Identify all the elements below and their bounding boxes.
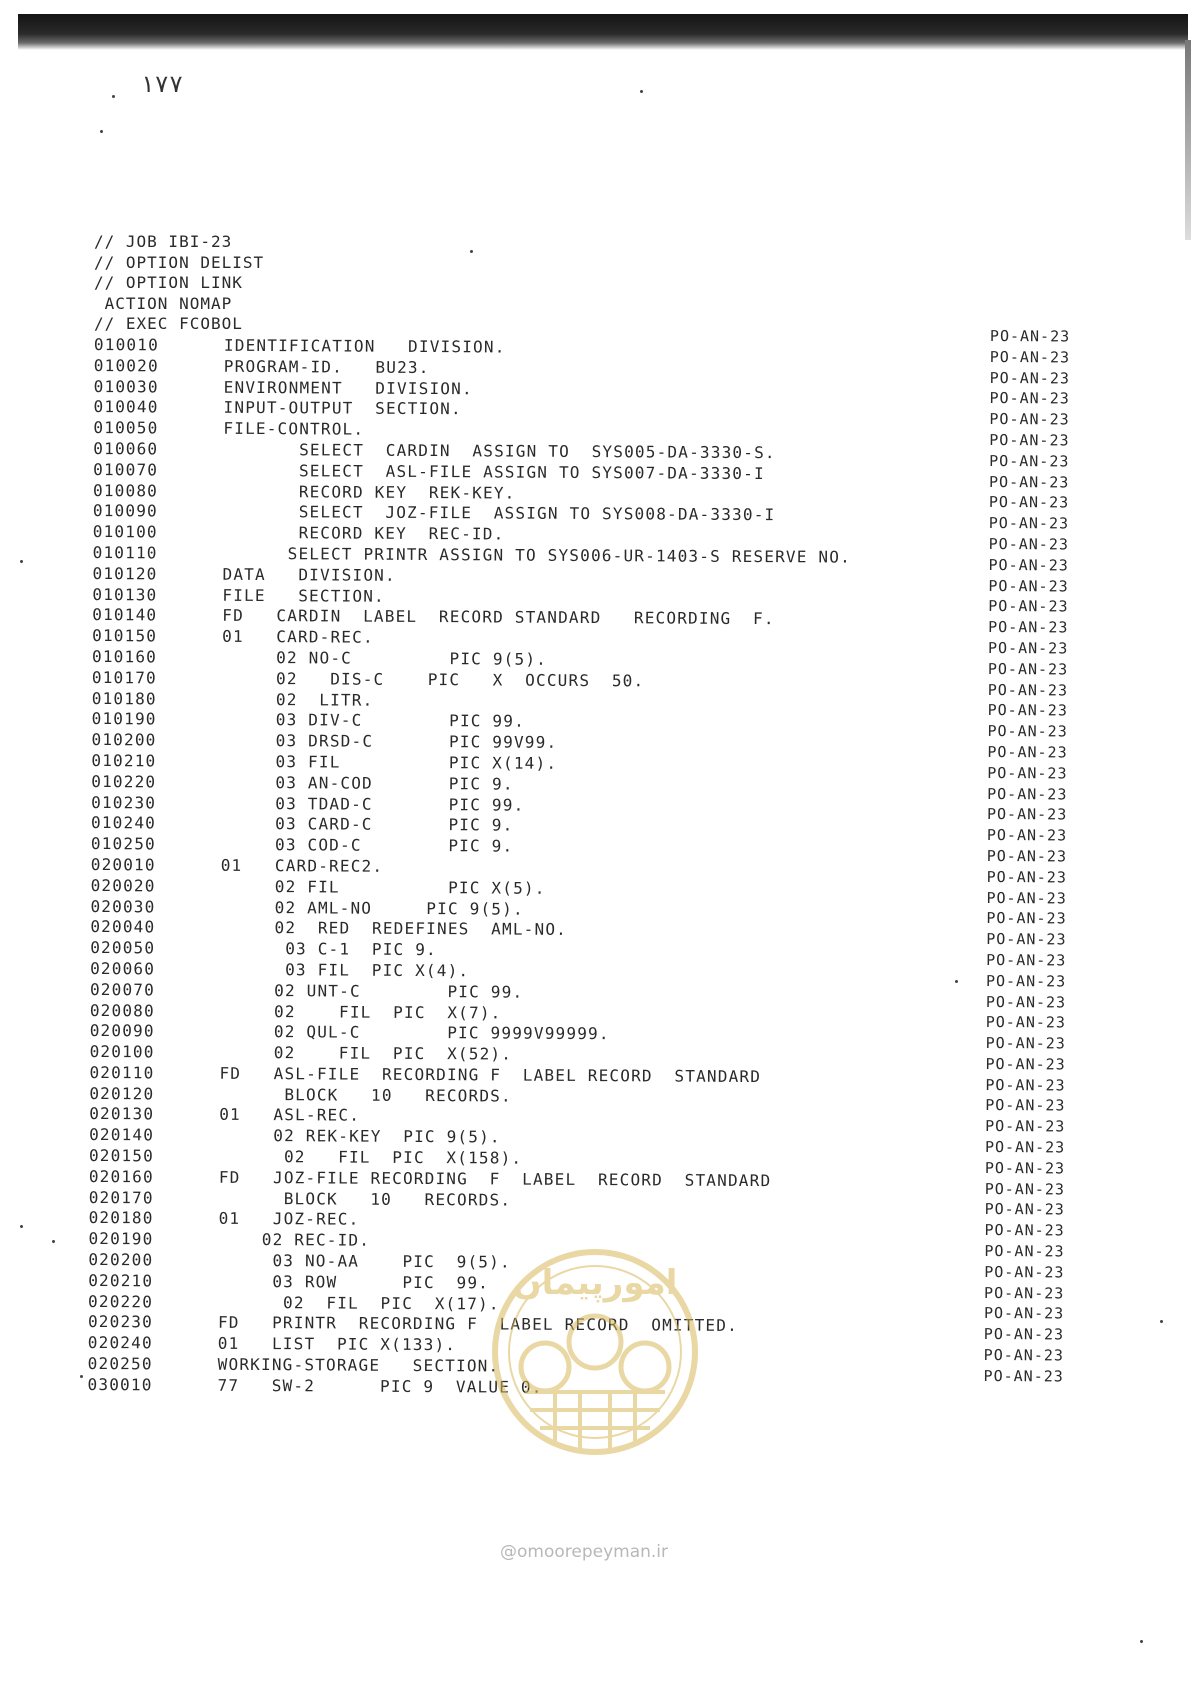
program-id-mark: PO-AN-23 bbox=[986, 930, 1067, 949]
code-text: SELECT CARDIN ASSIGN TO SYS005-DA-3330-S. bbox=[223, 439, 776, 463]
code-text: RECORD KEY REC-ID. bbox=[222, 522, 505, 544]
program-id-mark: PO-AN-23 bbox=[983, 1325, 1065, 1344]
code-text: IDENTIFICATION DIVISION. bbox=[223, 335, 506, 357]
program-id-mark: PO-AN-23 bbox=[985, 1013, 1067, 1032]
program-id-mark: PO-AN-23 bbox=[987, 763, 1068, 783]
sequence-number: 020060 bbox=[90, 958, 156, 979]
program-id-mark: PO-AN-23 bbox=[986, 867, 1067, 887]
program-id-mark: PO-AN-23 bbox=[988, 618, 1069, 637]
code-text: SELECT JOZ-FILE ASSIGN TO SYS008-DA-3330-I bbox=[222, 502, 776, 525]
code-text: 02 FIL PIC X(52). bbox=[219, 1042, 513, 1064]
code-text: 02 DIS-C PIC X OCCURS 50. bbox=[221, 668, 645, 691]
code-text: 03 DIV-C PIC 99. bbox=[221, 710, 526, 731]
code-text: 02 REC-ID. bbox=[218, 1230, 371, 1250]
sequence-number: 010150 bbox=[92, 626, 158, 646]
sequence-number: 010060 bbox=[93, 438, 159, 459]
program-id-mark: PO-AN-23 bbox=[988, 534, 1069, 554]
sequence-number: 010250 bbox=[90, 834, 156, 854]
program-id-mark: PO-AN-23 bbox=[984, 1262, 1065, 1282]
sequence-number: 020180 bbox=[88, 1208, 154, 1228]
scan-speck bbox=[20, 1225, 23, 1228]
code-text: 03 ROW PIC 99. bbox=[218, 1271, 490, 1293]
sequence-number: 010120 bbox=[92, 563, 158, 584]
code-text: 02 UNT-C PIC 99. bbox=[219, 980, 524, 1002]
jcl-block bbox=[94, 232, 264, 335]
jcl-line: // OPTION DELIST bbox=[94, 252, 265, 272]
sequence-number: 020110 bbox=[89, 1062, 155, 1083]
code-text: 01 LIST PIC X(133). bbox=[217, 1334, 457, 1355]
sequence-number: 010130 bbox=[92, 584, 158, 604]
program-id-mark: PO-AN-23 bbox=[989, 430, 1070, 450]
code-text: 01 CARD-REC. bbox=[222, 626, 374, 647]
program-id-mark: PO-AN-23 bbox=[986, 950, 1067, 970]
code-text: 03 FIL PIC X(14). bbox=[221, 751, 558, 773]
program-id-mark: PO-AN-23 bbox=[984, 1242, 1065, 1261]
program-id-mark: PO-AN-23 bbox=[989, 410, 1070, 429]
program-id-mark: PO-AN-23 bbox=[984, 1283, 1065, 1303]
program-id-mark: PO-AN-23 bbox=[988, 597, 1069, 616]
program-id-mark: PO-AN-23 bbox=[987, 722, 1068, 741]
sequence-number: 020140 bbox=[89, 1125, 155, 1145]
code-text: FD ASL-FILE RECORDING F LABEL RECORD STANDARD bbox=[219, 1063, 762, 1086]
sequence-number: 020230 bbox=[87, 1312, 154, 1332]
watermark-site: @omoorepeyman.ir bbox=[500, 1542, 669, 1562]
program-id-mark: PO-AN-23 bbox=[985, 1096, 1066, 1115]
code-text: 02 AML-NO PIC 9(5). bbox=[220, 897, 524, 919]
sequence-number: 010030 bbox=[93, 376, 159, 396]
program-id-mark: PO-AN-23 bbox=[989, 368, 1070, 388]
sequence-number: 020050 bbox=[90, 938, 156, 958]
sequence-number: 010090 bbox=[92, 501, 158, 521]
sequence-number: 010110 bbox=[92, 542, 158, 563]
code-text: ENVIRONMENT DIVISION. bbox=[223, 377, 473, 398]
program-id-mark: PO-AN-23 bbox=[984, 1200, 1065, 1219]
sequence-number: 010100 bbox=[92, 522, 158, 542]
code-text: 03 AN-COD PIC 9. bbox=[221, 772, 514, 794]
sequence-number: 010170 bbox=[91, 667, 157, 688]
scan-speck bbox=[640, 90, 643, 93]
program-id-mark: PO-AN-23 bbox=[984, 1221, 1065, 1240]
code-text: WORKING-STORAGE SECTION. bbox=[217, 1354, 500, 1376]
sequence-number: 010040 bbox=[93, 397, 159, 417]
program-id-mark: PO-AN-23 bbox=[983, 1366, 1064, 1386]
scan-speck bbox=[1160, 1320, 1163, 1323]
scan-speck bbox=[20, 560, 23, 563]
code-text: 02 NO-C PIC 9(5). bbox=[221, 647, 548, 669]
page-number: ۱۷۷ bbox=[140, 70, 184, 98]
scan-speck bbox=[1140, 1640, 1143, 1643]
sequence-number: 010200 bbox=[91, 730, 157, 750]
program-id-mark: PO-AN-23 bbox=[988, 514, 1070, 533]
scan-speck bbox=[52, 1240, 55, 1243]
code-text: DATA DIVISION. bbox=[222, 564, 396, 585]
scan-speck bbox=[112, 95, 115, 98]
sequence-number: 020220 bbox=[88, 1291, 154, 1312]
code-text: 01 CARD-REC2. bbox=[220, 855, 384, 876]
program-id-mark: PO-AN-23 bbox=[989, 451, 1070, 471]
program-id-mark: PO-AN-23 bbox=[987, 659, 1069, 679]
program-id-mark: PO-AN-23 bbox=[985, 992, 1067, 1011]
sequence-number: 020020 bbox=[90, 875, 156, 896]
program-id-mark: PO-AN-23 bbox=[989, 347, 1071, 367]
code-text: 02 FIL PIC X(158). bbox=[218, 1146, 523, 1168]
sequence-number: 020240 bbox=[87, 1333, 153, 1353]
sequence-number: 020080 bbox=[89, 1000, 155, 1020]
program-id-mark: PO-AN-23 bbox=[986, 805, 1068, 824]
program-id-mark: PO-AN-23 bbox=[983, 1304, 1065, 1323]
program-id-mark: PO-AN-23 bbox=[985, 1034, 1066, 1053]
code-text: 02 REK-KEY PIC 9(5). bbox=[219, 1126, 501, 1147]
sequence-number: 010220 bbox=[91, 771, 157, 792]
code-text: 02 FIL PIC X(17). bbox=[218, 1292, 500, 1314]
code-text: 01 JOZ-REC. bbox=[218, 1209, 360, 1230]
sequence-number: 010230 bbox=[91, 792, 157, 812]
sequence-number: 020150 bbox=[88, 1146, 155, 1166]
code-text: SELECT ASL-FILE ASSIGN TO SYS007-DA-3330-I bbox=[223, 460, 765, 483]
sequence-number: 010010 bbox=[93, 335, 159, 355]
sequence-number: 010080 bbox=[92, 480, 159, 500]
sequence-number: 010020 bbox=[93, 355, 159, 376]
program-id-mark: PO-AN-23 bbox=[983, 1346, 1065, 1365]
sequence-number: 020130 bbox=[89, 1104, 155, 1124]
code-text: 03 CARD-C PIC 9. bbox=[220, 814, 514, 835]
code-text: 02 FIL PIC X(5). bbox=[220, 876, 546, 898]
code-text: BLOCK 10 RECORDS. bbox=[218, 1188, 512, 1210]
program-id-column bbox=[984, 326, 1071, 1387]
sequence-number: 020190 bbox=[88, 1229, 154, 1249]
program-id-mark: PO-AN-23 bbox=[985, 1054, 1066, 1074]
scan-right-edge bbox=[1185, 40, 1191, 240]
sequence-number: 020200 bbox=[88, 1250, 154, 1270]
code-text: BLOCK 10 RECORDS. bbox=[219, 1084, 512, 1106]
code-text: SELECT PRINTR ASSIGN TO SYS006-UR-1403-S RESERVE NO. bbox=[222, 543, 852, 567]
sequence-number: 010240 bbox=[90, 813, 157, 833]
code-text: 03 TDAD-C PIC 99. bbox=[221, 793, 525, 815]
sequence-number: 010070 bbox=[93, 459, 159, 480]
sequence-number: 010180 bbox=[91, 688, 157, 708]
code-text: FD JOZ-FILE RECORDING F LABEL RECORD STANDARD bbox=[218, 1167, 772, 1191]
code-text: 77 SW-2 PIC 9 VALUE 0. bbox=[217, 1375, 543, 1397]
code-text: PROGRAM-ID. BU23. bbox=[223, 356, 430, 377]
code-text: FD PRINTR RECORDING F LABEL RECORD OMITTED. bbox=[217, 1313, 739, 1336]
sequence-number: 010160 bbox=[91, 646, 158, 667]
sequence-number: 010210 bbox=[91, 750, 157, 771]
program-id-mark: PO-AN-23 bbox=[988, 555, 1069, 575]
code-text: 02 FIL PIC X(7). bbox=[219, 1001, 502, 1023]
sequence-number: 020100 bbox=[89, 1042, 155, 1062]
program-id-mark: PO-AN-23 bbox=[988, 493, 1070, 512]
sequence-number: 020120 bbox=[89, 1083, 155, 1104]
program-id-mark: PO-AN-23 bbox=[987, 742, 1068, 762]
scan-speck bbox=[955, 980, 958, 983]
program-id-mark: PO-AN-23 bbox=[989, 326, 1071, 346]
sequence-number: 030010 bbox=[87, 1374, 153, 1395]
code-text: 02 RED REDEFINES AML-NO. bbox=[220, 918, 568, 940]
code-text: 03 COD-C PIC 9. bbox=[220, 834, 514, 856]
scan-speck bbox=[80, 1375, 83, 1378]
program-id-mark: PO-AN-23 bbox=[985, 1117, 1066, 1136]
sequence-number: 020250 bbox=[87, 1354, 153, 1374]
program-id-mark: PO-AN-23 bbox=[986, 909, 1067, 928]
code-text: 02 LITR. bbox=[221, 689, 374, 710]
program-id-mark: PO-AN-23 bbox=[986, 846, 1068, 866]
jcl-line: // EXEC FCOBOL bbox=[94, 314, 243, 334]
jcl-line: // OPTION LINK bbox=[94, 273, 243, 293]
sequence-number: 020040 bbox=[90, 917, 156, 937]
program-id-mark: PO-AN-23 bbox=[984, 1138, 1066, 1157]
code-text: 03 DRSD-C PIC 99V99. bbox=[221, 730, 558, 752]
code-text: INPUT-OUTPUT SECTION. bbox=[223, 398, 462, 419]
cobol-listing bbox=[88, 335, 914, 1401]
code-text: 02 QUL-C PIC 9999V99999. bbox=[219, 1022, 610, 1044]
scan-top-strip bbox=[18, 14, 1188, 50]
code-text: RECORD KEY REK-KEY. bbox=[222, 481, 516, 503]
sequence-number: 020010 bbox=[90, 854, 156, 875]
scan-speck bbox=[100, 130, 103, 133]
program-id-mark: PO-AN-23 bbox=[988, 576, 1069, 596]
jcl-line: // JOB IBI-23 bbox=[94, 232, 233, 251]
watermark-stamp bbox=[485, 1242, 705, 1462]
sequence-number: 020030 bbox=[90, 896, 156, 916]
sequence-number: 010050 bbox=[93, 418, 159, 438]
watermark-stamp-text: امورپیمان bbox=[512, 1263, 678, 1303]
sequence-number: 010190 bbox=[91, 709, 157, 729]
code-text: FILE-CONTROL. bbox=[223, 418, 365, 439]
program-id-mark: PO-AN-23 bbox=[987, 638, 1069, 658]
sequence-number: 020160 bbox=[88, 1166, 154, 1187]
program-id-mark: PO-AN-23 bbox=[988, 472, 1070, 492]
code-text: 03 NO-AA PIC 9(5). bbox=[218, 1250, 511, 1272]
program-id-mark: PO-AN-23 bbox=[984, 1179, 1066, 1199]
program-id-mark: PO-AN-23 bbox=[986, 826, 1068, 845]
code-text: 03 FIL PIC X(4). bbox=[220, 959, 470, 981]
sequence-number: 020090 bbox=[89, 1021, 155, 1041]
program-id-mark: PO-AN-23 bbox=[987, 680, 1069, 700]
program-id-mark: PO-AN-23 bbox=[984, 1158, 1066, 1178]
code-text: FILE SECTION. bbox=[222, 585, 385, 606]
code-text: 03 C-1 PIC 9. bbox=[220, 938, 437, 960]
program-id-mark: PO-AN-23 bbox=[989, 389, 1070, 408]
sequence-number: 020170 bbox=[88, 1187, 154, 1208]
sequence-number: 010140 bbox=[92, 605, 158, 625]
scan-speck bbox=[470, 250, 473, 253]
program-id-mark: PO-AN-23 bbox=[987, 784, 1068, 804]
program-id-mark: PO-AN-23 bbox=[985, 1075, 1066, 1095]
program-id-mark: PO-AN-23 bbox=[987, 701, 1068, 720]
code-text: 01 ASL-REC. bbox=[219, 1105, 361, 1126]
program-id-mark: PO-AN-23 bbox=[985, 971, 1067, 991]
jcl-line: ACTION NOMAP bbox=[94, 293, 233, 313]
sequence-number: 020070 bbox=[89, 979, 156, 1000]
code-text: FD CARDIN LABEL RECORD STANDARD RECORDING F. bbox=[222, 606, 775, 629]
program-id-mark: PO-AN-23 bbox=[986, 888, 1067, 907]
sequence-number: 020210 bbox=[88, 1270, 154, 1291]
